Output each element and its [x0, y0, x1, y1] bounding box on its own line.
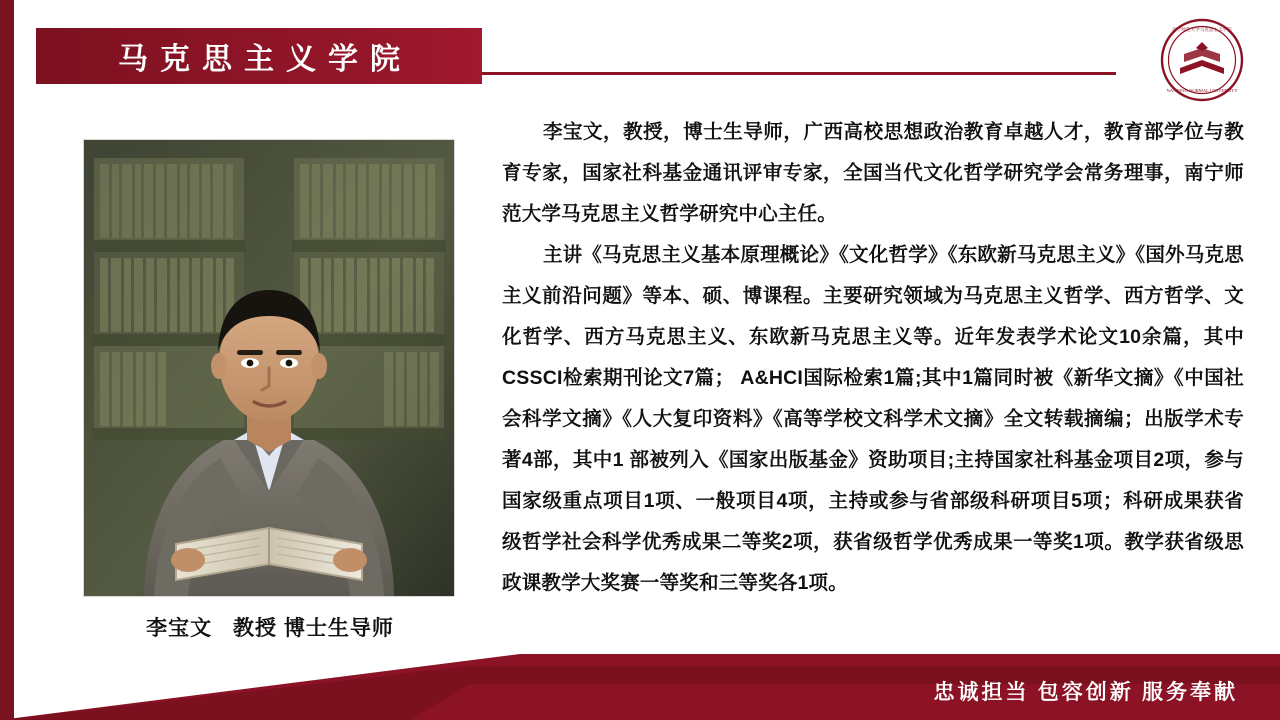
photo-caption-titles: 教授 博士生导师 — [233, 617, 394, 640]
biography-paragraph-2: 主讲《马克思主义基本原理概论》《文化哲学》《东欧新马克思主义》《国外马克思主义前沿问题》等本、硕、博课程。主要研究领域为马克思主义哲学、西方哲学、文化哲学、西方马克思主义、东欧新马克思主义等。近年发表学术论文10余篇，其中CSSCI检索期刊论文7篇； A&HCI国际检索1篇;其中1篇同时被《新华文摘》《中国社会科学文摘》《人大复印资料》《高等学校文科学术文摘》全文转载摘编；出版学术专著4部，其中1 部被列入《国家出版基金》资助项目;主持国家社科基金项目2项，参与国家级重点项目1项、一般项目4项，主持或参与省部级科研项目5项；科研成果获省级哲学社会科学优秀成果二等奖2项，获省级哲学优秀成果一等奖1项。教学获省级思政课教学大奖赛一等奖和三等奖各1项。 — [502, 244, 1244, 594]
page-title: 马克思主义学院 — [118, 43, 412, 76]
biography-text — [502, 112, 1244, 604]
svg-text:南宁师范大学马克思主义学院: 南宁师范大学马克思主义学院 — [1172, 27, 1232, 32]
photo-caption-name: 李宝文 — [146, 617, 213, 640]
header-divider-rule — [482, 72, 1116, 75]
footer — [0, 654, 1280, 720]
left-accent-bar — [0, 0, 14, 720]
photo-caption — [60, 612, 480, 642]
footer-slogan: 忠诚担当 包容创新 服务奉献 — [933, 680, 1238, 704]
school-seal-logo — [1160, 18, 1244, 102]
portrait-photo — [84, 140, 454, 596]
biography-paragraph-1: 李宝文，教授，博士生导师，广西高校思想政治教育卓越人才，教育部学位与教育专家，国家社科基金通讯评审专家，全国当代文化哲学研究学会常务理事，南宁师范大学马克思主义哲学研究中心主任。 — [502, 121, 1244, 225]
svg-text:NANNING NORMAL UNIVERSITY: NANNING NORMAL UNIVERSITY — [1166, 88, 1238, 93]
